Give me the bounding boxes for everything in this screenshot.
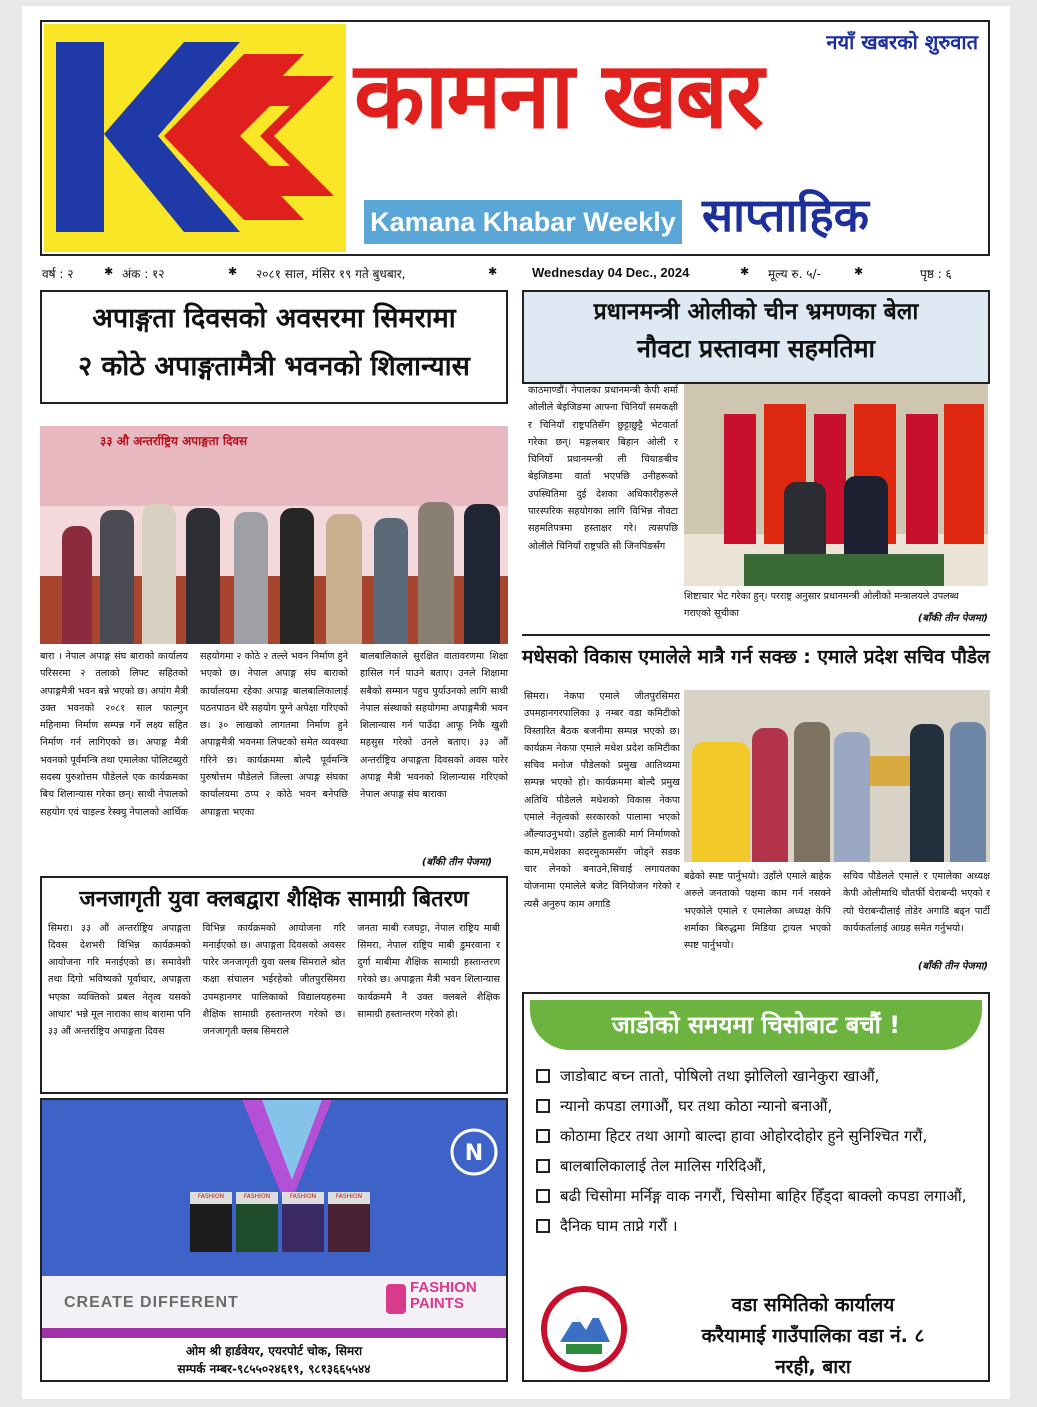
advert-brand-line2: PAINTS xyxy=(410,1295,464,1312)
divider xyxy=(522,634,990,636)
checkbox-icon[interactable] xyxy=(536,1099,550,1113)
flower-table xyxy=(744,554,944,586)
article4-column: विभिन्न कार्यक्रमको आयोजना गरि मनाईएको छ। अपाङ्गता दिवसको अवसर पारेर जनजागृती युवा क्लब सिमराले श्रोत कक्षा संचालन भईरहेको जीतपुरसिमरा उपमहानगर पालिकाको विद्यालयहरुमा शैक्षिक सामाग्री हस्तान्तरण गरेको छ। जनजागृती क्लब सिमराले xyxy=(202,922,346,1038)
office-line1: वडा समितिको कार्यालय xyxy=(731,1294,895,1316)
notice-tips xyxy=(524,1050,988,1240)
person-figure xyxy=(418,502,454,644)
advert-brand xyxy=(410,1280,477,1312)
nepali-date: २०८१ साल, मंसिर १९ गते बुधबार, xyxy=(256,267,406,281)
advert-footer xyxy=(42,1276,506,1338)
person-figure xyxy=(374,518,408,644)
flag xyxy=(724,414,756,544)
checkbox-icon[interactable] xyxy=(536,1219,550,1233)
checkbox-icon[interactable] xyxy=(536,1159,550,1173)
person-figure xyxy=(692,742,750,862)
issue-info-bar xyxy=(40,262,990,282)
weekly-label: Kamana Khabar Weekly xyxy=(364,200,682,244)
fashion-paints-logo-icon xyxy=(386,1284,406,1314)
article3-photo[interactable] xyxy=(684,690,990,862)
separator-dot-icon: ✱ xyxy=(488,265,498,278)
person-figure xyxy=(834,732,870,862)
article4-body xyxy=(42,914,506,1084)
office-line2: करैयामाई गाउँपालिका वडा नं. ८ xyxy=(701,1325,925,1347)
article1-column: बालबालिकाले सुरक्षित वातावरणमा शिक्षा हासिल गर्न पाउने बताए। उनले शिक्षामा सबैको सम्मान पहुच पुर्याउनको लागि साथी नेपाल संस्थाको सहयोगमा अपाङ्गमैत्री भवन शिलान्यास गर्न पाउँदा आफू निकै खुशी महसुस गरेको उनले बताए। ३३ औं अन्तर्राष्ट्रिय अपाङ्गता दिवसको अवस पारेर अपाङ्ग मैत्री भवनको शिलान्यास गरिएको नेपाल अपाङ्ग संघ बाराका xyxy=(360,651,508,801)
person-figure xyxy=(752,728,788,862)
masthead-tagline: नयाँ खबरको शुरुवात xyxy=(826,30,978,54)
person-figure xyxy=(142,504,176,644)
issue-number: अंक : १२ xyxy=(122,267,165,281)
office-info xyxy=(644,1290,982,1383)
paint-advertisement[interactable] xyxy=(40,1098,508,1382)
issue-price: मूल्य रु. ५/- xyxy=(768,267,821,281)
article3-column: सिमरा। नेकपा एमाले जीतपुरसिमरा उपमहानगरपालिका ३ नम्बर वडा कमिटीको विस्तारित बैठक बजनीमा सम्पन्न भएको छ। कार्यक्रम नेकपा एमाले मधेश प्रदेश कमिटीका सचिव मनोज पौडेलको प्रमुख आतिथ्यमा सम्पन्न भएको हो। कार्यक्रममा बोल्दै प्रमुख अतिथि पौडेलले मधेशको विकास नेकपा एमाले नेतृत्वको सरकारको पालामा भएको औंल्याउनुभयो। उहाँले हुलाकी मार्ग निर्माणको काम,मधेशका सदरमुकामसँग जोड्ने सडक चार लेनको बनाउने,सिचाई लगायतका योजनामा एमालेले बजेट विनियोजन गरेको र त्यसै अनुरुप काम अगाडि xyxy=(524,691,680,910)
article1-photo[interactable] xyxy=(40,426,508,644)
article2-body xyxy=(528,382,678,604)
tip-item: बढी चिसोमा मर्निङ्ग वाक नगरौं, चिसोमा बाहिर हिँड्दा बाक्लो कपडा लगाऔं, xyxy=(536,1182,972,1210)
article1-headline-box xyxy=(40,290,508,404)
tip-item: न्यानो कपडा लगाऔं, घर तथा कोठा न्यानो बनाऔं, xyxy=(536,1092,972,1120)
article3-body xyxy=(524,688,680,980)
article3-headline[interactable]: मधेसको विकास एमालेले मात्रै गर्न सक्छ : एमाले प्रदेश सचिव पौडेल xyxy=(522,646,990,668)
person-figure xyxy=(950,722,986,862)
article3-column: बढेको स्पष्ट पार्नुभयो। उहाँले एमाले बाहेक अरुले जनताको पक्षमा काम गर्न नसक्ने भएकोले एमाले र एमालेका अध्यक्ष केपि शर्माका बिरुद्धमा मिडिया ट्रायल भएको स्पष्ट पार्नुभयो। xyxy=(684,871,831,952)
tip-item: कोठामा हिटर तथा आगो बाल्दा हावा ओहोरदोहोर हुने सुनिश्चित गरौं, xyxy=(536,1122,972,1150)
advert-brand-line1: FASHION xyxy=(410,1279,477,1296)
person-figure xyxy=(100,510,134,644)
newspaper-title: कामना खबर xyxy=(354,42,762,149)
article4-headline[interactable]: जनजागृती युवा क्लबद्वारा शैक्षिक सामाग्री बितरण xyxy=(79,887,469,912)
saptahik-label: साप्ताहिक xyxy=(702,188,869,242)
article2-caption: शिष्टाचार भेट गरेका हुन्। परराष्ट्र अनुसार प्रधानमन्त्री ओलीको मन्त्रालयले उपलब्ध गराएको सूचीका xyxy=(684,591,959,619)
winter-notice xyxy=(522,992,990,1382)
tip-item: बालबालिकालाई तेल मालिस गरिदिऔं, xyxy=(536,1152,972,1180)
advert-shop-info xyxy=(42,1342,506,1378)
article2-headline-line1[interactable]: प्रधानमन्त्री ओलीको चीन भ्रमणका बेला xyxy=(593,299,919,325)
article1-column: सहयोगमा २ कोठे २ तल्ले भवन निर्माण हुने भएको छ। नेपाल अपाङ्ग संघ बाराको कार्यालयमा रहेका अपाङ्ग बालबालिकालाई पठनपाठन धेरै सहयोग पुग्ने अपेक्षा गरिएको छ। ३० लाखको लागतमा निर्माण हुने अपाङ्गमैत्री भवनमा लिफ्टको समेत व्यवस्था गरिने छ। कार्यक्रममा बोल्दै पूर्वमन्त्रि पुरुषोत्तम पौडेलले जिल्ला अपाङ्ग संघका कार्यालयमा ठप्प २ कोठे भवन बनेपछि अपाङ्गता भएका xyxy=(200,651,348,818)
person-figure xyxy=(234,512,268,644)
flag xyxy=(906,414,938,544)
person-figure xyxy=(326,514,362,644)
article2-column: काठमाण्डौं। नेपालका प्रधानमन्त्री केपी शर्मा ओलीले बेइजिङमा आफ्ना चिनियाँ समकक्षी र चिनियाँ राष्ट्रपतिसँग छुट्टाछुट्टै भेटवार्ता गरेका छन्। मङ्गलबार बिहान ओली र चिनियाँ प्रधानमन्त्री ली चियाङबीच बेइजिङमा वार्ता भएपछि उनीहरूको उपस्थितिमा दुई देशका अधिकारीहरूले पारस्परिक सहयोगका लागि विभिन्न नौवटा सहमतिपत्रमा हस्ताक्षर गरे। त्यसपछि ओलीले चिनियाँ राष्ट्रपति सी जिनपिङसँग xyxy=(528,385,678,552)
article2-continued[interactable]: (बाँकी तीन पेजमा) xyxy=(917,613,988,624)
article1-body xyxy=(40,648,508,872)
tip-item: दैनिक घाम ताप्ने गरौं । xyxy=(536,1212,972,1240)
office-line3: नरही, बारा xyxy=(775,1356,851,1378)
article4-column: जनता माबी रजघट्टा, नेपाल राष्ट्रिय माबी सिमरा, नेपाल राष्ट्रिय माबी डुमरवाना र दुर्गा माबीमा शैक्षिक सामाग्री हस्तान्तरण गरेको छ। अपाङ्गता मैत्री भवन शिलान्यास कार्यक्रममै नै उक्त क्लबले शैक्षिक सामाग्री हस्तान्तरण गरेको हो। xyxy=(357,922,501,1020)
issue-year: वर्ष : २ xyxy=(42,267,74,281)
kk-logo xyxy=(44,24,346,252)
masthead xyxy=(40,20,990,256)
english-date: Wednesday 04 Dec., 2024 xyxy=(532,265,690,280)
banner-text: ३३ औ अन्तर्राष्ट्रिय अपाङ्गता दिवस xyxy=(100,434,248,448)
person-figure xyxy=(794,722,830,862)
article4-column: सिमरा। ३३ औं अन्तर्राष्ट्रिय अपाङ्गता दिवस देशभरी विभिन्न कार्यक्रमको आयोजना गरि मनाईएको छ। समावेशी तथा दिगो भविष्यको पूर्वाधार, अपाङ्गता भएका व्यक्तिको प्रबल नेतृत्व यसको आधार' भन्ने मूल नाराका साथ बारामा पनि ३३ औं अन्तर्राष्ट्रिय अपाङ्गता दिवस xyxy=(48,922,191,1038)
article3-continued[interactable]: (बाँकी तीन पेजमा) xyxy=(917,961,988,972)
paint-can: FASHION xyxy=(328,1192,370,1252)
svg-text:N: N xyxy=(464,1141,484,1166)
paint-can: FASHION xyxy=(236,1192,278,1252)
article2-headline-box xyxy=(522,290,990,384)
person-figure xyxy=(186,508,220,644)
newspaper-page xyxy=(22,6,1010,1399)
checkbox-icon[interactable] xyxy=(536,1129,550,1143)
kk-logo-icon xyxy=(44,24,346,252)
certificate xyxy=(870,756,910,786)
article1-headline-line1[interactable]: अपाङ्गता दिवसको अवसरमा सिमरामा xyxy=(92,303,456,334)
advert-tagline: CREATE DIFFERENT xyxy=(64,1294,239,1311)
person-figure xyxy=(910,724,944,862)
advert-banner xyxy=(42,1100,506,1276)
separator-dot-icon: ✱ xyxy=(854,265,864,278)
separator-dot-icon: ✱ xyxy=(228,265,238,278)
article3-column: सचिव पौडेलले एमाले र एमालेका अध्यक्ष केपी ओलीमाथि चौतर्फी घेराबन्दी भएको र त्यो घेराबन्दीलाई तोडेर अगाडि बढ्न पार्टी कार्यकर्तालाई आग्रह समेत गर्नुभयो। xyxy=(843,871,990,934)
article2-photo[interactable] xyxy=(684,384,988,586)
person-figure xyxy=(280,508,314,644)
checkbox-icon[interactable] xyxy=(536,1069,550,1083)
tip-item: जाडोबाट बच्न तातो, पोषिलो तथा झोलिलो खानेकुरा खाऔं, xyxy=(536,1062,972,1090)
paint-can: FASHION xyxy=(282,1192,324,1252)
article1-continued[interactable]: (बाँकी तीन पेजमा) xyxy=(421,857,492,868)
shop-phone[interactable]: सम्पर्क नम्बर-९८५५०२४६१९, ९८१३६६५५४४ xyxy=(177,1362,371,1376)
article2-headline-line2[interactable]: नौवटा प्रस्तावमा सहमतिमा xyxy=(636,333,875,363)
page-number: पृष्ठ : ६ xyxy=(920,267,952,281)
nepal-emblem-icon xyxy=(538,1286,630,1372)
person-figure xyxy=(464,504,500,644)
person-figure xyxy=(62,526,92,644)
flag xyxy=(944,404,984,544)
notice-title: जाडोको समयमा चिसोबाट बचौं ! xyxy=(530,1000,982,1050)
article4-box xyxy=(40,876,508,1094)
checkbox-icon[interactable] xyxy=(536,1189,550,1203)
separator-dot-icon: ✱ xyxy=(740,265,750,278)
article1-headline-line2[interactable]: २ कोठे अपाङ्गतामैत्री भवनको शिलान्यास xyxy=(78,350,470,382)
separator-dot-icon: ✱ xyxy=(104,265,114,278)
article1-column: बारा । नेपाल अपाङ्ग संघ बाराको कार्यालय परिसरमा २ तलाको लिफ्ट सहितको अपाङ्गमैत्री भवन बन्ने भएको छ। अपांग मैत्री उक्त भवनको २०८१ साल फाल्गुन महिनामा निर्माण सम्पन्न गर्ने लक्ष्य सहित निर्माण गर्न लागिएको छ। अपाङ्ग मैत्री भवनको पूर्वमन्त्रि तथा एमालेका पोलिटब्युरो सदस्य पुरुशोत्तम पौडेलले एक कार्यक्रमका बिच शिलान्यास गरेका छन्। साथी नेपालको सहयोग एवं चाइल्ड रेस्क्यु नेपालको आर्थिक xyxy=(40,651,188,818)
paint-can: FASHION xyxy=(190,1192,232,1252)
shop-address: ओम श्री हार्डवेयर, एयरपोर्ट चोक, सिमरा xyxy=(185,1344,363,1358)
